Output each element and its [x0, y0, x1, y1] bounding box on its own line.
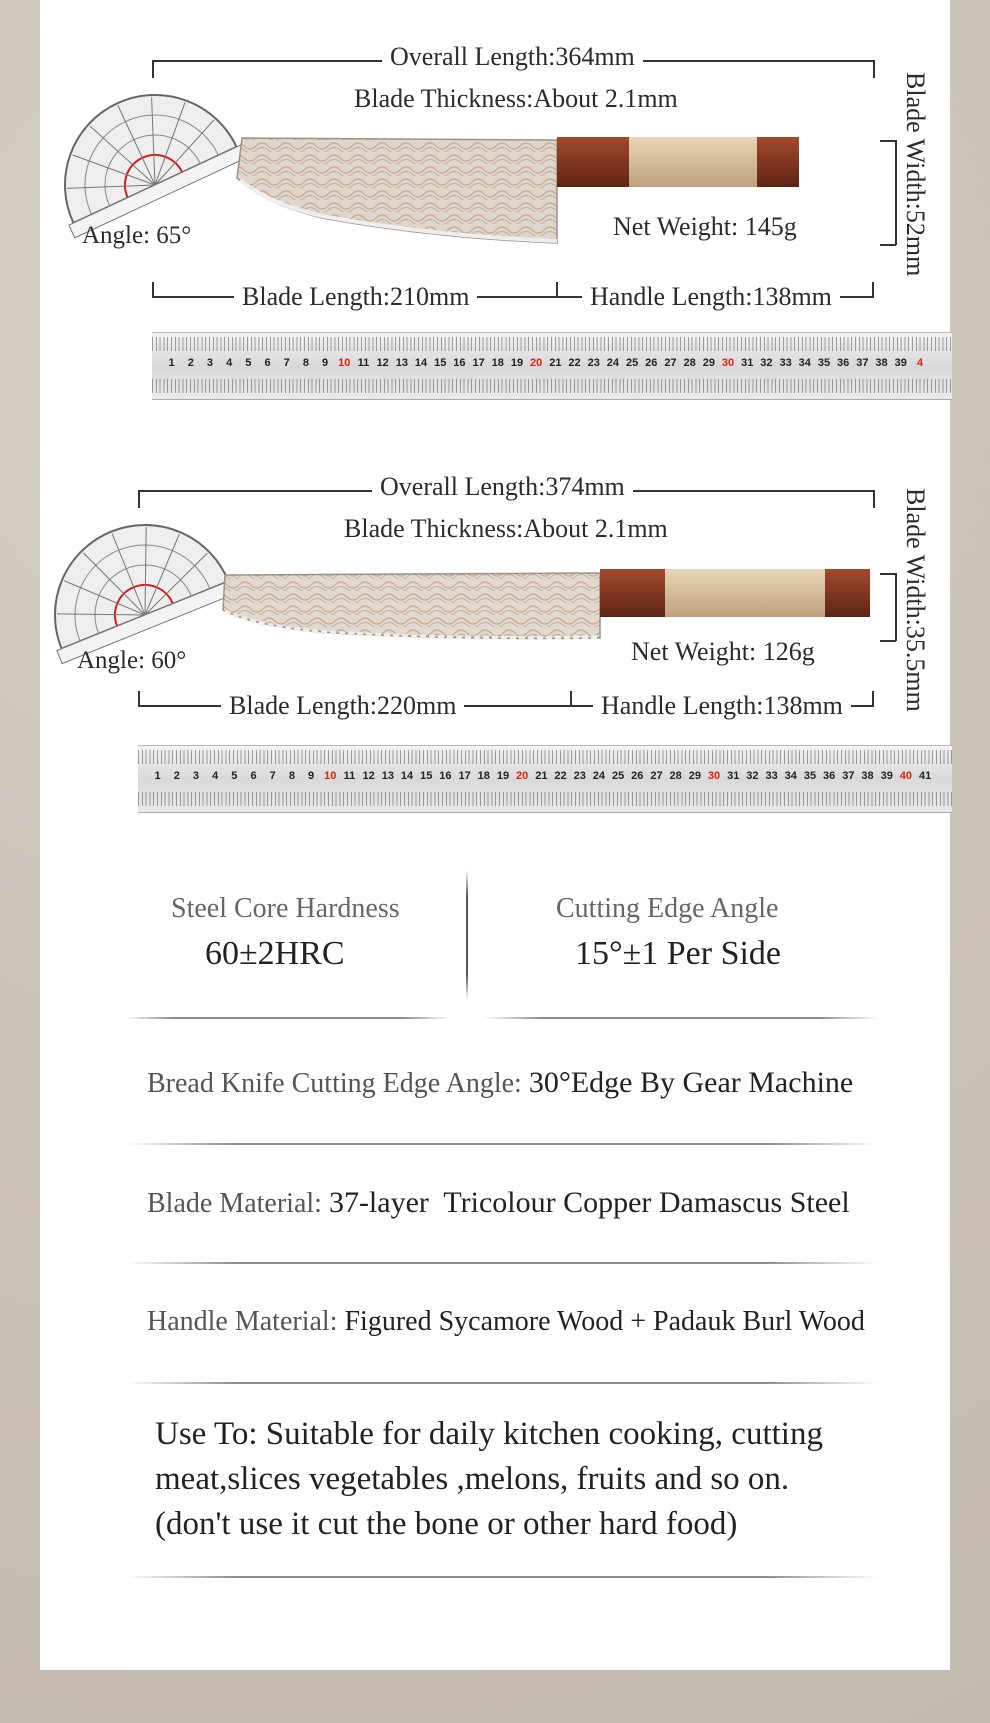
divider: [125, 1576, 878, 1578]
handle-material-row: [147, 1306, 865, 1338]
angle-label: Angle: 60°: [77, 647, 187, 674]
blade-material-label: Blade Material:: [147, 1188, 322, 1219]
bread-knife-image: [215, 555, 885, 645]
use-line: Use To: Suitable for daily kitchen cooking, cutting: [155, 1416, 823, 1452]
edge-angle-value: 15°±1 Per Side: [575, 935, 782, 972]
handle-length-label: Handle Length:138mm: [593, 691, 851, 721]
divider: [125, 1382, 878, 1384]
divider: [483, 1017, 878, 1019]
blade-width-label: Blade Width:52mm: [901, 72, 930, 277]
handle-material-value: Figured Sycamore Wood + Padauk Burl Wood: [344, 1306, 865, 1337]
divider: [125, 1262, 878, 1264]
bread-edge-value: 30°Edge By Gear Machine: [528, 1066, 854, 1099]
hardness-label: Steel Core Hardness: [171, 893, 400, 924]
use-line: (don't use it cut the bone or other hard food): [155, 1506, 738, 1542]
blade-material-value: 37-layer Tricolour Copper Damascus Steel: [328, 1186, 850, 1219]
use-line: meat,slices vegetables ,melons, fruits and so on.: [155, 1461, 790, 1497]
blade-length-label: Blade Length:210mm: [234, 282, 477, 312]
divider: [125, 1143, 878, 1145]
divider: [466, 870, 468, 1000]
edge-angle-label: Cutting Edge Angle: [556, 893, 779, 924]
ruler-numbers: 1 2 3 4 5 6 7 8 9 10 11 12 13 14 15 16 17 18 19 20 21 22 23 24 25 26 27 28 29 30 31 32 33 34 35 36 37 38 39 4: [168, 357, 923, 369]
ruler-2: [138, 745, 952, 813]
bread-edge-label: Bread Knife Cutting Edge Angle:: [147, 1068, 522, 1099]
bread-edge-row: [147, 1066, 853, 1100]
protractor-icon: [55, 75, 255, 245]
angle-label: Angle: 65°: [82, 222, 192, 249]
blade-length-label: Blade Length:220mm: [221, 691, 464, 721]
handle-material-label: Handle Material:: [147, 1306, 338, 1337]
net-weight-label: Net Weight: 145g: [613, 212, 797, 241]
ruler-numbers: 1 2 3 4 5 6 7 8 9 10 11 12 13 14 15 16 17 18 19 20 21 22 23 24 25 26 27 28 29 30 31 32 33 34 35 36 37 38 39 40 41: [154, 770, 932, 782]
blade-width-label: Blade Width:35.5mm: [901, 488, 930, 712]
blade-thickness-label: Blade Thickness:About 2.1mm: [336, 514, 676, 544]
ruler-1: [152, 332, 952, 400]
hardness-value: 60±2HRC: [205, 935, 345, 972]
handle-length-label: Handle Length:138mm: [582, 282, 840, 312]
divider: [125, 1017, 450, 1019]
blade-thickness-label: Blade Thickness:About 2.1mm: [346, 84, 686, 114]
net-weight-label: Net Weight: 126g: [631, 637, 815, 666]
overall-length-label: Overall Length:364mm: [382, 42, 643, 72]
blade-material-row: [147, 1186, 850, 1220]
use-description: [155, 1412, 895, 1547]
overall-length-label: Overall Length:374mm: [372, 472, 633, 502]
